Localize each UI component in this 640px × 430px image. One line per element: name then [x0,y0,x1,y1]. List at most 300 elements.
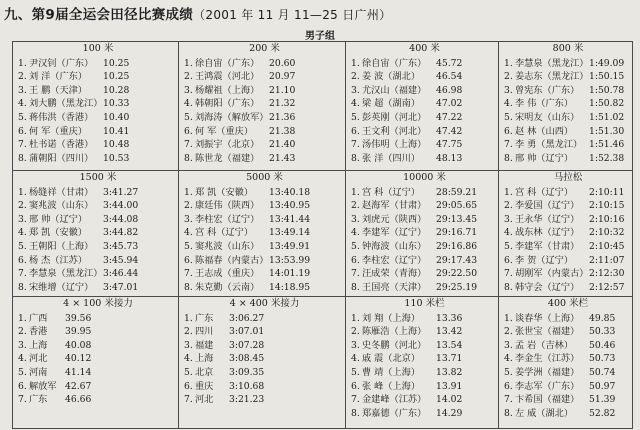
result-time: 1:51.02 [589,111,625,123]
athlete-name: 王文利（河北） [362,125,427,137]
athlete-name: 宋明友（山东） [515,111,580,123]
rank-number: 7. [18,139,27,151]
result-row [351,213,498,227]
result-time: 50.74 [589,366,616,378]
rank-number: 6. [184,380,193,392]
athlete-name: 朱克勤（云南） [195,281,260,293]
rank-number: 4. [351,227,360,239]
result-row [184,380,345,394]
result-time: 51.39 [589,394,616,406]
athlete-name: 赵海军（甘肃） [362,200,427,212]
result-time: 40.12 [65,353,92,365]
athlete-name: 王国亮（天津） [362,281,427,293]
result-row [18,125,178,139]
event-title: 400 米 [409,43,440,54]
athlete-name: 梁 超（湖南） [362,98,421,110]
result-time: 13.82 [436,366,463,378]
result-time: 40.08 [65,339,92,351]
event-cell [13,42,179,171]
athlete-name: 香港 [29,326,48,338]
result-time: 47.75 [436,139,463,151]
title-main: 九、第9届全运会田径比赛成绩 [4,7,194,23]
rank-number: 3. [184,84,193,96]
result-row [504,339,632,353]
rank-number: 8. [18,281,27,293]
rank-number: 4. [184,227,193,239]
result-row [504,70,632,84]
athlete-name: 戚 震（北京） [362,353,421,365]
result-row [184,57,345,71]
rank-number: 2. [18,326,27,338]
athlete-name: 战东林（辽宁） [515,227,580,239]
result-row [18,97,178,111]
rank-number: 7. [184,394,193,406]
rank-number: 7. [351,268,360,280]
result-row [184,240,345,254]
rank-number: 4. [351,98,360,110]
page-title [4,3,636,23]
result-row [184,366,345,380]
event-cell [346,171,499,297]
result-time: 14:18.95 [269,281,311,293]
result-row [184,111,345,125]
result-row [351,111,498,125]
athlete-name: 上海 [29,339,48,351]
rank-number: 4. [504,227,513,239]
result-row [351,393,498,407]
event-title: 10000 米 [403,172,446,183]
rank-number: 1. [504,312,513,324]
rank-number: 6. [18,254,27,266]
athlete-name: 汪成荣（青海） [362,268,427,280]
result-row [504,138,632,152]
result-time: 13:49.14 [269,227,311,239]
athlete-name: 四川 [195,326,214,338]
event-cell [499,297,633,429]
result-time: 3:46.44 [103,268,139,280]
athlete-name: 重庆 [195,380,214,392]
athlete-name: 李 勇（黑龙江） [515,139,583,151]
result-time: 20.60 [269,57,296,69]
result-row [351,240,498,254]
result-row [504,366,632,380]
rank-number: 6. [18,380,27,392]
result-time: 3:07.01 [229,326,265,338]
result-row [184,352,345,366]
athlete-name: 何 军（重庆） [29,125,88,137]
result-time: 39.56 [65,312,92,324]
rank-number: 3. [504,213,513,225]
result-row [351,186,498,200]
result-time: 14.02 [436,394,463,406]
result-row [18,199,178,213]
athlete-name: 李志军（广东） [515,380,580,392]
result-row [504,125,632,139]
result-row [18,152,178,166]
result-time: 29:16.86 [436,240,478,252]
result-time: 10.33 [103,98,130,110]
result-row [504,57,632,71]
rank-number: 8. [18,152,27,164]
athlete-name: 刘大鹏（黑龙江） [29,98,103,110]
rank-number: 7. [351,394,360,406]
athlete-name: 窦兆波（山东） [29,200,94,212]
result-row [351,84,498,98]
result-time: 13:40.18 [269,186,311,198]
athlete-name: 宋维增（辽宁） [29,281,94,293]
rank-number: 5. [504,111,513,123]
rank-number: 3. [504,84,513,96]
result-row [504,240,632,254]
rank-number: 1. [504,57,513,69]
result-time: 10.41 [103,125,130,137]
athlete-name: 郑嘉德（广东） [362,407,427,419]
athlete-name: 刘虎元（陕西） [362,213,427,225]
rank-number: 6. [184,254,193,266]
result-time: 14:01.19 [269,268,311,280]
athlete-name: 徐自宙（广东） [362,57,427,69]
result-row [351,312,498,326]
rank-number: 5. [184,366,193,378]
athlete-name: 李金生（江苏） [515,353,580,365]
rank-number: 2. [184,71,193,83]
result-time: 50.97 [589,380,616,392]
rank-number: 5. [504,240,513,252]
result-row [184,97,345,111]
event-cell [499,42,633,171]
result-row [184,325,345,339]
rank-number: 1. [351,186,360,198]
rank-number: 5. [504,366,513,378]
result-time: 49.85 [589,312,616,324]
athlete-name: 李 伟（广东） [515,98,574,110]
rank-number: 3. [351,84,360,96]
athlete-name: 李柱宏（辽宁） [195,213,260,225]
result-row [18,393,178,407]
athlete-name: 胡刚军（内蒙古） [515,268,589,280]
result-row [504,111,632,125]
athlete-name: 杜书诺（香港） [29,139,94,151]
athlete-name: 汤伟明（上海） [362,139,427,151]
rank-number: 5. [351,366,360,378]
rank-number: 3. [351,339,360,351]
result-time: 46.54 [436,71,463,83]
result-row [504,199,632,213]
rank-number: 1. [184,312,193,324]
rank-number: 6. [18,125,27,137]
result-row [184,186,345,200]
result-row [184,281,345,295]
result-row [351,366,498,380]
athlete-name: 曹 靖（上海） [362,366,421,378]
athlete-name: 广西 [29,312,48,324]
athlete-name: 河北 [29,353,48,365]
result-row [184,213,345,227]
athlete-name: 邢 帅（辽宁） [515,152,574,164]
rank-number: 2. [504,71,513,83]
athlete-name: 王志成（重庆） [195,268,260,280]
result-time: 47.22 [436,111,463,123]
result-row [351,352,498,366]
result-time: 29:16.71 [436,227,478,239]
athlete-name: 杨缝祥（甘肃） [29,186,94,198]
result-row [18,70,178,84]
result-time: 21.40 [269,139,296,151]
result-row [504,97,632,111]
rank-number: 8. [504,407,513,419]
result-time: 2:12:57 [589,281,625,293]
athlete-name: 河南 [29,366,48,378]
athlete-name: 李 贺（辽宁） [515,254,574,266]
result-row [504,213,632,227]
result-time: 1:50.15 [589,71,625,83]
athlete-name: 陈雁浩（上海） [362,326,427,338]
result-time: 3:41.27 [103,186,139,198]
athlete-name: 何 军（重庆） [195,125,254,137]
athlete-name: 广东 [29,394,48,406]
result-row [18,366,178,380]
result-row [18,281,178,295]
athlete-name: 李慧泉（黑龙江） [515,57,589,69]
result-time: 10.25 [103,57,130,69]
result-time: 10.53 [103,152,130,164]
result-row [18,380,178,394]
result-row [351,57,498,71]
result-time: 10.25 [103,71,130,83]
result-time: 50.33 [589,326,616,338]
athlete-name: 王 鹏（天津） [29,84,88,96]
rank-number: 2. [18,71,27,83]
result-row [504,226,632,240]
athlete-name: 徐自宙（广东） [195,57,260,69]
athlete-name: 王永华（辽宁） [515,213,580,225]
result-row [18,57,178,71]
athlete-name: 金建峰（江苏） [362,394,427,406]
result-row [351,281,498,295]
rank-number: 8. [504,281,513,293]
athlete-name: 宫 科（辽宁） [195,227,254,239]
event-title: 100 米 [82,43,114,54]
result-row [504,325,632,339]
result-row [504,267,632,281]
result-row [351,152,498,166]
result-row [18,186,178,200]
athlete-name: 邢 帅（辽宁） [29,213,88,225]
athlete-name: 姜志东（黑龙江） [515,71,589,83]
result-time: 3:10.68 [229,380,265,392]
event-cell [499,171,633,297]
athlete-name: 李慧泉（黑龙江） [29,268,103,280]
result-time: 29:05.65 [436,200,478,212]
result-time: 2:10:16 [589,213,625,225]
result-time: 48.13 [436,152,463,164]
event-title: 4 × 400 米接力 [229,298,300,309]
athlete-name: 左 威（湖北） [515,407,574,419]
result-time: 3:21.23 [229,394,265,406]
rank-number: 7. [18,394,27,406]
rank-number: 2. [184,200,193,212]
athlete-name: 陈福春（内蒙古） [195,254,269,266]
result-time: 21.38 [269,125,296,137]
event-title: 800 米 [552,43,584,54]
rank-number: 3. [184,339,193,351]
result-row [18,325,178,339]
athlete-name: 姜 波（湖北） [362,71,421,83]
result-time: 52.82 [589,407,616,419]
result-time: 2:10:11 [589,186,625,198]
athlete-name: 宫 科（辽宁） [362,186,421,198]
result-time: 3:09.35 [229,366,265,378]
result-time: 10.28 [103,84,130,96]
result-time: 13.42 [436,326,463,338]
result-row [184,199,345,213]
result-row [351,138,498,152]
event-cell [346,297,499,429]
result-time: 13.91 [436,380,463,392]
result-row [504,84,632,98]
rank-number: 6. [504,380,513,392]
athlete-name: 赵 林（山西） [515,125,574,137]
rank-number: 5. [184,240,193,252]
athlete-name: 郑 凯（安徽） [29,227,88,239]
rank-number: 8. [504,152,513,164]
rank-number: 7. [184,268,193,280]
athlete-name: 王朝阳（上海） [29,240,94,252]
result-row [184,125,345,139]
rank-number: 2. [351,71,360,83]
result-time: 46.66 [65,394,92,406]
rank-number: 7. [504,268,513,280]
athlete-name: 尤汉山（福建） [362,84,427,96]
event-cell [179,171,346,297]
athlete-name: 尹汉钊（广东） [29,57,94,69]
result-time: 13:40.95 [269,200,311,212]
result-time: 14.29 [436,407,463,419]
result-time: 13:41.44 [269,213,311,225]
rank-number: 1. [184,57,193,69]
result-row [18,213,178,227]
result-time: 2:10:45 [589,240,625,252]
athlete-name: 史冬鹏（河北） [362,339,427,351]
result-row [351,380,498,394]
result-time: 39.95 [65,326,92,338]
result-time: 2:11:07 [589,254,625,266]
result-time: 3:45.73 [103,240,139,252]
result-row [504,380,632,394]
result-row [18,352,178,366]
result-time: 13:53.99 [269,254,311,266]
rank-number: 3. [18,213,27,225]
rank-number: 2. [504,326,513,338]
result-time: 3:47.01 [103,281,139,293]
results-table [12,41,633,429]
athlete-name: 李建军（甘肃） [515,240,580,252]
rank-number: 6. [504,254,513,266]
result-time: 3:08.45 [229,353,265,365]
rank-number: 4. [184,98,193,110]
rank-number: 2. [351,326,360,338]
result-row [504,393,632,407]
rank-number: 3. [504,339,513,351]
result-row [18,84,178,98]
event-cell [179,42,346,171]
result-time: 3:44.00 [103,200,139,212]
event-title: 4 × 100 米接力 [63,298,133,309]
result-time: 3:44.08 [103,213,139,225]
result-row [184,393,345,407]
result-time: 21.43 [269,152,296,164]
result-time: 3:45.94 [103,254,139,266]
result-time: 29:25.19 [436,281,478,293]
result-time: 29:17.43 [436,254,478,266]
event-title: 马拉松 [553,172,583,183]
result-row [504,407,632,421]
rank-number: 4. [18,98,27,110]
rank-number: 7. [504,394,513,406]
result-row [18,254,178,268]
result-time: 29:22.50 [436,268,478,280]
athlete-name: 陈世龙（福建） [195,152,260,164]
rank-number: 2. [504,200,513,212]
athlete-name: 李爱国（辽宁） [515,200,580,212]
athlete-name: 河北 [195,394,214,406]
result-row [184,152,345,166]
result-time: 41.14 [65,366,92,378]
result-row [351,254,498,268]
athlete-name: 解放军 [29,380,57,392]
result-time: 50.46 [589,339,616,351]
rank-number: 5. [351,111,360,123]
result-time: 1:49.09 [589,57,625,69]
result-row [184,254,345,268]
result-time: 10.40 [103,111,130,123]
result-row [351,125,498,139]
athlete-name: 李建军（辽宁） [362,227,427,239]
result-row [504,352,632,366]
rank-number: 8. [184,281,193,293]
athlete-name: 韩守会（辽宁） [515,281,580,293]
result-time: 1:50.78 [589,84,625,96]
rank-number: 5. [184,111,193,123]
result-time: 13.36 [436,312,463,324]
rank-number: 2. [184,326,193,338]
athlete-name: 刘海涛（解放军） [195,111,269,123]
result-row [18,138,178,152]
result-time: 2:10:32 [589,227,625,239]
athlete-name: 北京 [195,366,214,378]
event-title: 110 米栏 [404,298,445,309]
event-title: 5000 米 [246,172,283,183]
rank-number: 7. [184,139,193,151]
result-row [351,339,498,353]
event-title: 200 米 [249,43,280,54]
result-row [351,70,498,84]
rank-number: 4. [351,353,360,365]
result-row [184,84,345,98]
rank-number: 3. [18,84,27,96]
athlete-name: 郑 凯（安徽） [195,186,254,198]
rank-number: 6. [351,125,360,137]
athlete-name: 韩朝阳（广东） [195,98,260,110]
result-time: 47.42 [436,125,463,137]
event-cell [346,42,499,171]
result-row [184,226,345,240]
rank-number: 3. [184,213,193,225]
rank-number: 7. [351,139,360,151]
rank-number: 4. [504,98,513,110]
result-row [351,407,498,421]
rank-number: 1. [18,57,27,69]
